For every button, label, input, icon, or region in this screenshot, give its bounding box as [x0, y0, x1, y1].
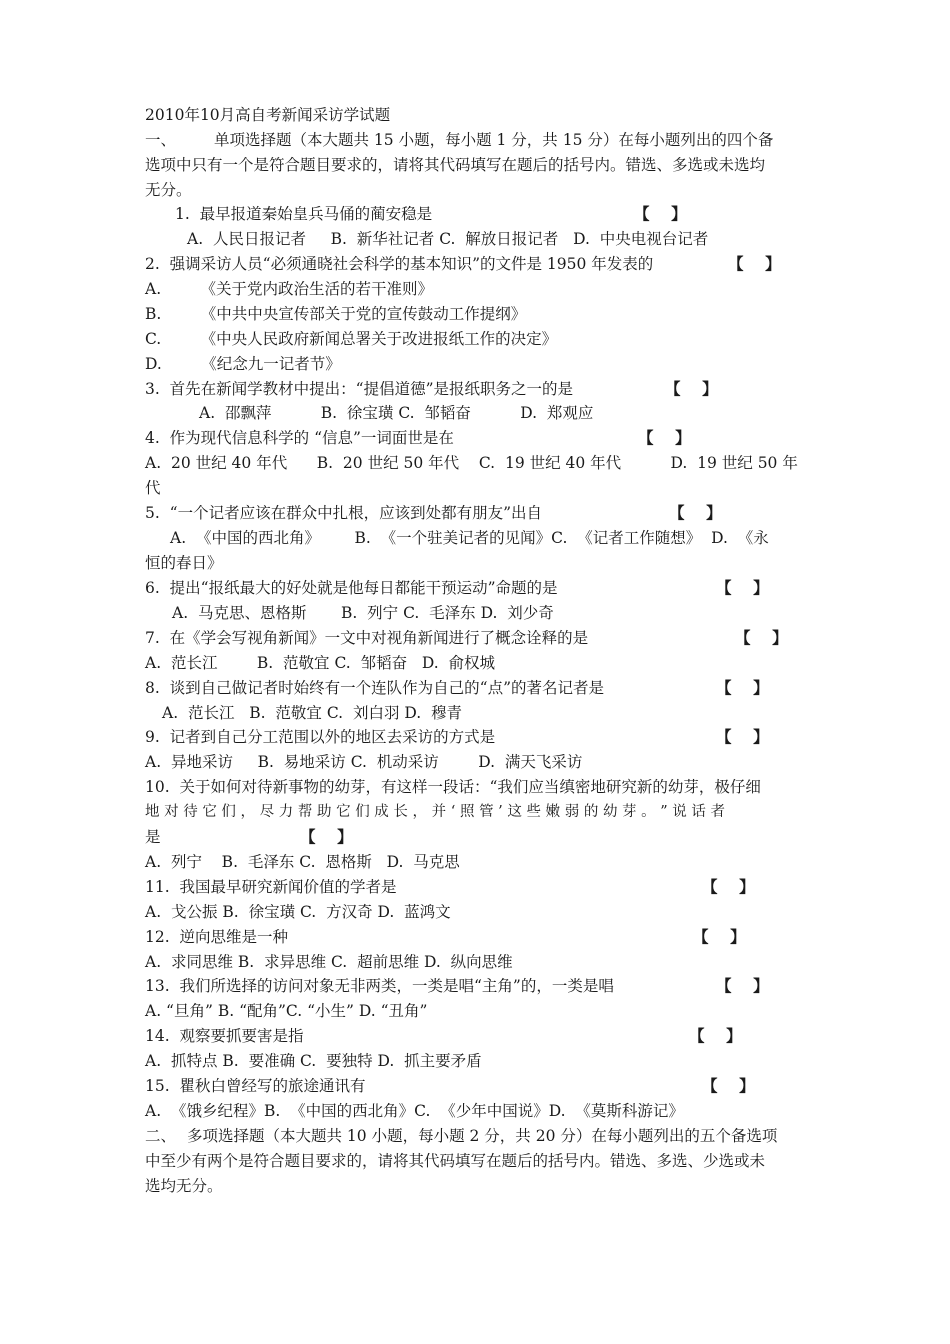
- answer-bracket-11: 【 】: [702, 877, 755, 896]
- question-14-options: A. 抓特点 B. 要准确 C. 要独特 D. 抓主要矛盾: [145, 1052, 482, 1070]
- section1-heading-line3: 无分。: [145, 181, 192, 199]
- question-15-options: A. 《饿乡纪程》B. 《中国的西北角》C. 《少年中国说》D. 《莫斯科游记》: [145, 1102, 684, 1120]
- question-6: 6. 提出“报纸最大的好处就是他每日都能干预运动”命题的是: [145, 579, 558, 597]
- question-8: 8. 谈到自己做记者时始终有一个连队作为自己的“点”的著名记者是: [145, 679, 604, 697]
- section1-heading-line1: 单项选择题（本大题共 15 小题，每小题 1 分，共 15 分）在每小题列出的四个备: [214, 131, 774, 149]
- question-8-options: A. 范长江 B. 范敬宜 C. 刘白羽 D. 穆青: [162, 704, 463, 722]
- section2-heading-line2: 中至少有两个是符合题目要求的，请将其代码填写在题后的括号内。错选、多选、少选或未: [145, 1152, 766, 1170]
- answer-bracket-13: 【 】: [716, 976, 769, 995]
- section2-heading-line3: 选均无分。: [145, 1177, 223, 1195]
- question-5-options: A. 《中国的西北角》 B. 《一个驻美记者的见闻》C. 《记者工作随想》 D. 《永: [170, 529, 769, 547]
- question-1-options: A. 人民日报记者 B. 新华社记者 C. 解放日报记者 D. 中央电视台记者: [187, 230, 709, 248]
- question-2-option-c: C. 《中央人民政府新闻总署关于改进报纸工作的决定》: [145, 330, 558, 348]
- question-11: 11. 我国最早研究新闻价值的学者是: [145, 878, 397, 896]
- question-10-cont: 地 对 待 它 们 ， 尽 力 帮 助 它 们 成 长 ， 并 ‘ 照 管 ’ 这 些 嫩 弱 的 幼 芽 。 ” 说 话 者: [145, 804, 726, 820]
- answer-bracket-15: 【 】: [702, 1076, 755, 1095]
- question-6-options: A. 马克思、恩格斯 B. 列宁 C. 毛泽东 D. 刘少奇: [172, 604, 554, 622]
- question-15: 15. 瞿秋白曾经写的旅途通讯有: [145, 1077, 366, 1095]
- question-10-options: A. 列宁 B. 毛泽东 C. 恩格斯 D. 马克思: [145, 853, 460, 871]
- question-1: 1. 最早报道秦始皇兵马俑的蔺安稳是: [175, 205, 433, 223]
- page-title: 2010年10月高自考新闻采访学试题: [145, 106, 391, 124]
- section2-heading-line1: 多项选择题（本大题共 10 小题，每小题 2 分，共 20 分）在每小题列出的五个备选项: [187, 1127, 778, 1145]
- question-3-options: A. 邵飘萍 B. 徐宝璜 C. 邹韬奋 D. 郑观应: [199, 404, 594, 422]
- answer-bracket-8: 【 】: [716, 678, 769, 697]
- answer-bracket-12: 【 】: [693, 927, 746, 946]
- question-12-options: A. 求同思维 B. 求异思维 C. 超前思维 D. 纵向思维: [145, 953, 513, 971]
- answer-bracket-7: 【 】: [735, 628, 788, 647]
- question-5-options-cont: 恒的春日》: [145, 554, 223, 572]
- answer-bracket-5: 【 】: [669, 503, 722, 522]
- question-12: 12. 逆向思维是一种: [145, 928, 289, 946]
- question-13: 13. 我们所选择的访问对象无非两类，一类是唱“主角”的，一类是唱: [145, 977, 614, 995]
- question-2-option-d: D. 《纪念九一记者节》: [145, 355, 341, 373]
- section2-number: 二、: [145, 1127, 177, 1145]
- question-5: 5. “一个记者应该在群众中扎根，应该到处都有朋友”出自: [145, 504, 542, 522]
- answer-bracket-2: 【 】: [728, 254, 781, 273]
- question-4: 4. 作为现代信息科学的 “信息”一词面世是在: [145, 429, 454, 447]
- section1-number: 一、: [145, 131, 177, 149]
- answer-bracket-1: 【 】: [634, 204, 687, 223]
- question-2: 2. 强调采访人员“必须通晓社会科学的基本知识”的文件是 1950 年发表的: [145, 255, 654, 273]
- question-10-cont-2: 是: [145, 828, 161, 846]
- question-14: 14. 观察要抓要害是指: [145, 1027, 304, 1045]
- answer-bracket-6: 【 】: [716, 578, 769, 597]
- question-13-options: A. “旦角” B. “配角”C. “小生” D. “丑角”: [145, 1002, 428, 1020]
- section1-heading-line2: 选项中只有一个是符合题目要求的，请将其代码填写在题后的括号内。错选、多选或未选均: [145, 156, 766, 174]
- question-4-options: A. 20 世纪 40 年代 B. 20 世纪 50 年代 C. 19 世纪 40 年代 D. 19 世纪 50 年: [145, 454, 798, 472]
- question-11-options: A. 戈公振 B. 徐宝璜 C. 方汉奇 D. 蓝鸿文: [145, 903, 451, 921]
- question-10: 10. 关于如何对待新事物的幼芽，有这样一段话：“我们应当缜密地研究新的幼芽，极仔细: [145, 778, 761, 796]
- question-2-option-b: B. 《中共中央宣传部关于党的宣传鼓动工作提纲》: [145, 305, 527, 323]
- question-7: 7. 在《学会写视角新闻》一文中对视角新闻进行了概念诠释的是: [145, 629, 589, 647]
- answer-bracket-10: 【 】: [300, 827, 353, 846]
- answer-bracket-3: 【 】: [665, 379, 718, 398]
- answer-bracket-4: 【 】: [638, 428, 691, 447]
- question-2-option-a: A. 《关于党内政治生活的若干准则》: [145, 280, 434, 298]
- question-3: 3. 首先在新闻学教材中提出：“提倡道德”是报纸职务之一的是: [145, 380, 573, 398]
- question-4-options-cont: 代: [145, 479, 161, 497]
- question-7-options: A. 范长江 B. 范敬宜 C. 邹韬奋 D. 俞权城: [145, 654, 496, 672]
- answer-bracket-9: 【 】: [716, 727, 769, 746]
- answer-bracket-14: 【 】: [689, 1026, 742, 1045]
- question-9-options: A. 异地采访 B. 易地采访 C. 机动采访 D. 满天飞采访: [145, 753, 583, 771]
- question-9: 9. 记者到自己分工范围以外的地区去采访的方式是: [145, 728, 496, 746]
